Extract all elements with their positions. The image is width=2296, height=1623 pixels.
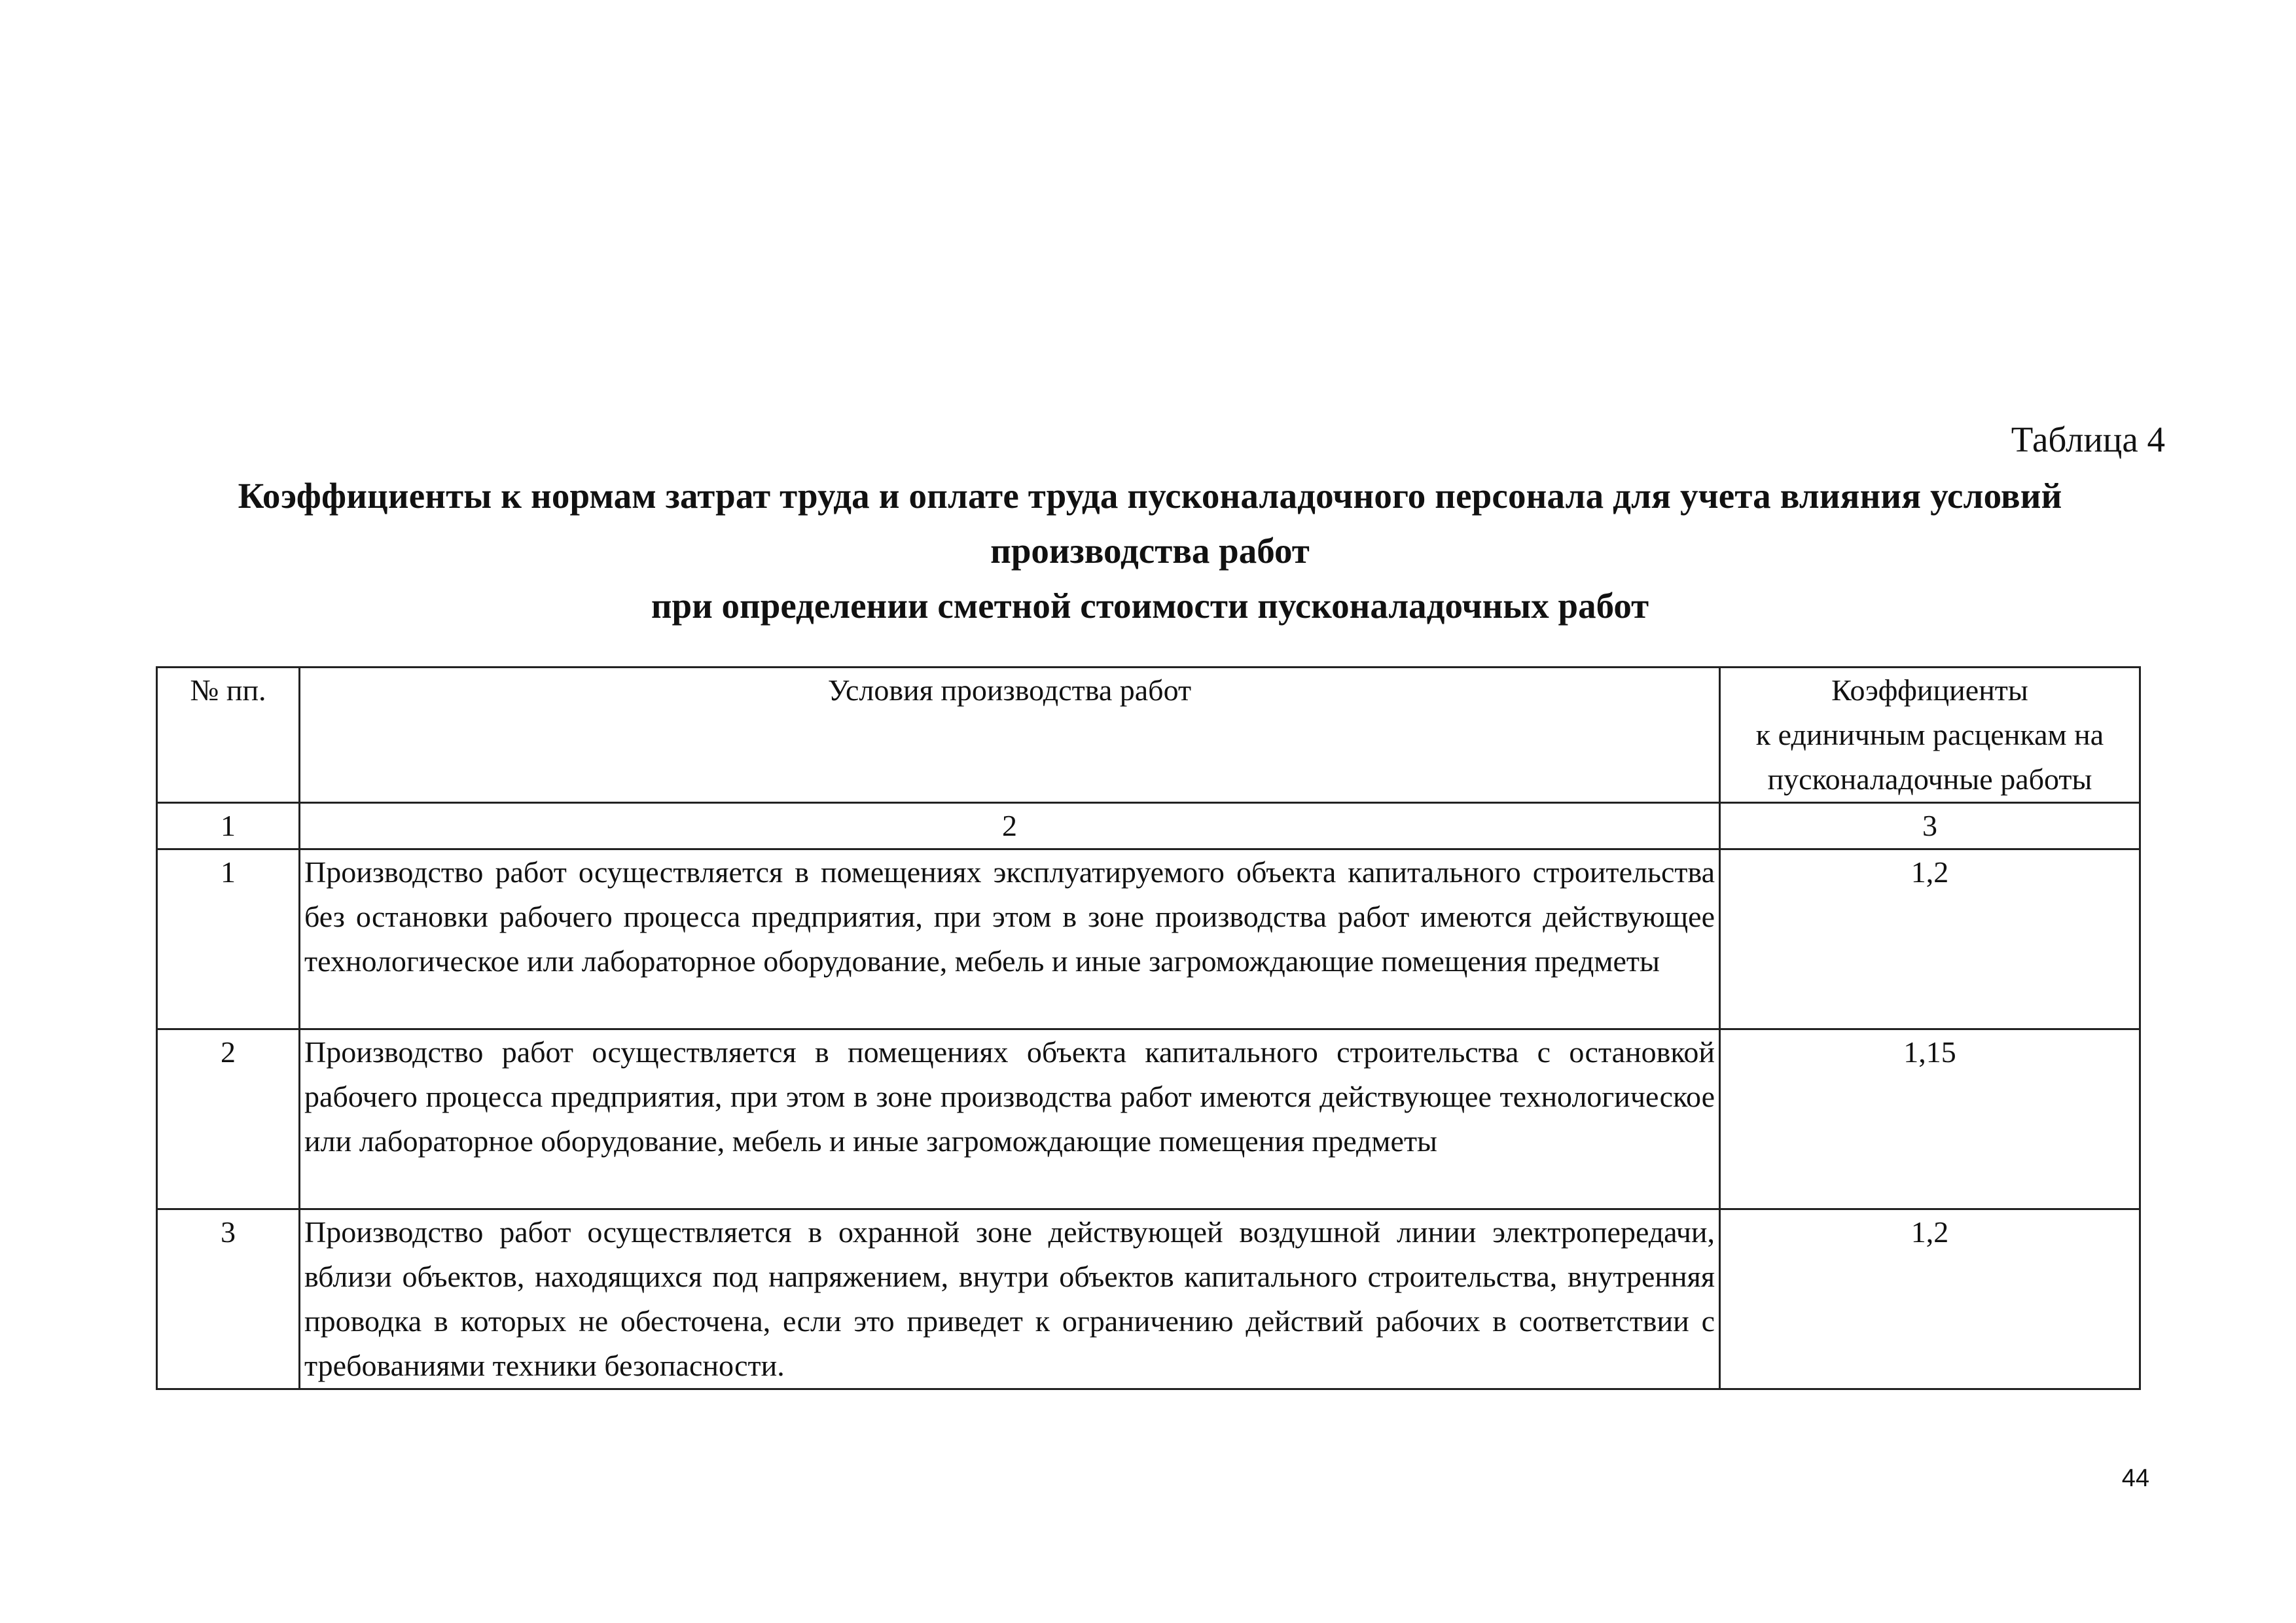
- table-row: [157, 849, 2140, 1029]
- row-coefficient: 1,2: [1720, 1209, 2140, 1389]
- header-coefficients-line: к единичным расценкам на: [1755, 718, 2104, 751]
- table-label: Таблица 4: [2011, 419, 2165, 459]
- row-conditions: Производство работ осуществляется в помещениях эксплуатируемого объекта капитального строительства без остановки рабочего процесса предприятия, при этом в зоне производства работ имеются действующее технологическое или лабораторное оборудование, мебель и иные загромождающие помещения предметы: [300, 849, 1720, 1029]
- row-coefficient: 1,15: [1720, 1029, 2140, 1209]
- title-line: производства работ: [990, 531, 1310, 571]
- column-number: 3: [1720, 803, 2140, 849]
- row-number: 3: [157, 1209, 300, 1389]
- row-conditions: Производство работ осуществляется в помещениях объекта капитального строительства с остановкой рабочего процесса предприятия, при этом в зоне производства работ имеются действующее технологическое или лабораторное оборудование, мебель и иные загромождающие помещения предметы: [300, 1029, 1720, 1209]
- page-number: 44: [2121, 1465, 2149, 1492]
- document-title: [156, 469, 2144, 633]
- header-conditions: Условия производства работ: [300, 668, 1720, 803]
- title-line: Коэффициенты к нормам затрат труда и оплате труда пусконаладочного персонала для учета влияния условий: [238, 476, 2062, 516]
- column-number: 1: [157, 803, 300, 849]
- title-line: при определении сметной стоимости пусконаладочных работ: [651, 586, 1649, 626]
- column-number: 2: [300, 803, 1720, 849]
- table-row: [157, 1209, 2140, 1389]
- row-number: 1: [157, 849, 300, 1029]
- table-header-row: [157, 668, 2140, 803]
- header-coefficients-line: пусконаладочные работы: [1767, 762, 2092, 796]
- row-number: 2: [157, 1029, 300, 1209]
- header-coefficients: [1720, 668, 2140, 803]
- header-num: № пп.: [157, 668, 300, 803]
- coefficients-table: [156, 666, 2141, 1390]
- row-coefficient: 1,2: [1720, 849, 2140, 1029]
- table-row: [157, 1029, 2140, 1209]
- row-conditions: Производство работ осуществляется в охранной зоне действующей воздушной линии электропередачи, вблизи объектов, находящихся под напряжением, внутри объектов капитального строительства, внутренняя проводка в которых не обесточена, если это приведет к ограничению действий рабочих в соответствии с требованиями техники безопасности.: [300, 1209, 1720, 1389]
- column-number-row: [157, 803, 2140, 849]
- header-coefficients-line: Коэффициенты: [1831, 673, 2028, 707]
